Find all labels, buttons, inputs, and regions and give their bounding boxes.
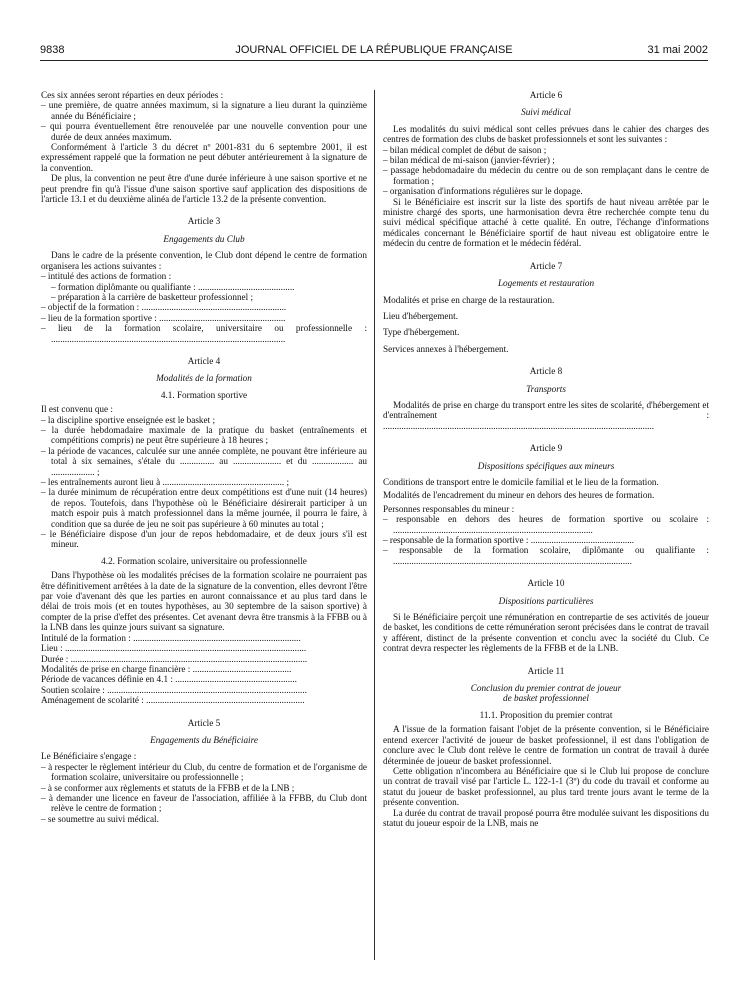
article-7-title: Article 7 — [529, 260, 563, 271]
section-heading: 4.1. Formation sportive — [160, 389, 248, 400]
list-item: – à respecter le règlement intérieur du Club, du centre de formation et de l'organisme de formation scolaire, universitaire ou professionnelle ; — [41, 761, 367, 783]
paragraph: Personnes responsables du mineur : — [383, 503, 515, 514]
list-item: – formation diplômante ou qualifiante : .......................................... — [51, 281, 295, 292]
form-line: Intitulé de la formation : ......................................................................... — [41, 632, 301, 643]
list-item: – la période de vacances, calculée sur une année complète, ne pouvant être inférieure au total à six semaines, s'étale du ............... au ..................... et du .................. au ................... ; — [41, 445, 367, 477]
list-item: – la durée minimum de récupération entre deux compétitions est d'une nuit (14 heures) de repos. Toutefois, dans l'hypothèse où le Bénéficiaire désirerait participer à un match espoir puis à match professionnel dans la même journée, il pourra le faire, à condition que sa durée de jeu ne soit pas supérieure à 60 minutes au total ; — [41, 487, 367, 529]
right-column — [383, 90, 709, 828]
list-item: – lieu de la formation sportive : ....................................................... — [41, 312, 286, 323]
form-line: Lieu : ......................................................................................................... — [41, 643, 307, 654]
list-item: – à demander une licence en faveur de l'association, affiliée à la FFBB, du Club dont relève le centre de formation ; — [41, 792, 367, 814]
paragraph: Si le Bénéficiaire perçoit une rémunération en contrepartie de ses activités de joueur de basket, les conditions de cette rémunération seront précisées dans le contrat de travail y afférent, distinct de la présente convention et conclu avec la société du Club. Ce contrat devra respecter les règlements de la FFBB et de la LNB. — [383, 612, 709, 654]
article-9-subtitle: Dispositions spécifiques aux mineurs — [477, 460, 615, 471]
paragraph: Type d'hébergement. — [383, 327, 460, 338]
article-4-subtitle: Modalités de la formation — [156, 373, 252, 384]
paragraph: Si le Bénéficiaire est inscrit sur la liste des sportifs de haut niveau arrêtée par le ministre chargé des sports, une harmonisation devra être recherchée compte tenu du suivi médical spécifique attaché à cette qualité. En outre, l'échange d'informations médicales concernant le Bénéficiaire sportif de haut niveau est obligatoire entre le médecin du centre de formation et le médecin fédéral. — [383, 196, 709, 249]
intro-line: Ces six années seront réparties en deux périodes : — [41, 90, 224, 100]
paragraph: La durée du contrat de travail proposé pourra être modulée suivant les dispositions du statut du joueur espoir de la LNB, mais ne — [383, 807, 709, 828]
left-column — [41, 90, 367, 824]
list-item: – responsable de la formation sportive : ............................................. — [383, 535, 635, 545]
journal-title: JOURNAL OFFICIEL DE LA RÉPUBLIQUE FRANÇAISE — [235, 44, 513, 56]
article-6-title: Article 6 — [529, 90, 563, 100]
paragraph: Modalités et prise en charge de la restauration. — [383, 294, 555, 305]
article-5-title: Article 5 — [187, 717, 221, 728]
form-line: Soutien scolaire : ....................................................................................... — [41, 684, 307, 695]
article-4-title: Article 4 — [187, 355, 221, 366]
paragraph: Dans le cadre de la présente convention, le Club dont dépend le centre de formation organisera les actions suivantes : — [41, 250, 367, 271]
article-3-subtitle: Engagements du Club — [163, 233, 245, 244]
column-divider — [374, 90, 375, 960]
paragraph: Il est convenu que : — [41, 404, 113, 415]
article-7-subtitle: Logements et restauration — [497, 278, 595, 289]
paragraph: Le Bénéficiaire s'engage : — [41, 751, 137, 762]
list-item: – passage hebdomadaire du médecin du centre ou de son remplaçant dans le centre de formation ; — [383, 165, 709, 186]
list-item: – responsable de la formation scolaire, diplômante ou qualifiante : ........................................................................................................ — [383, 545, 709, 566]
section-heading: 11.1. Proposition du premier contrat — [479, 709, 613, 720]
page-header — [40, 44, 708, 58]
intro-paragraph: De plus, la convention ne peut être d'une durée inférieure à une saison sportive et ne peut prendre fin qu'à l'issue d'une saison sportive sauf application des dispositions de l'article 13.1 et du deuxième alinéa de l'article 13.2 de la présente convention. — [41, 173, 367, 205]
list-item: – responsable en dehors des heures de formation sportive ou scolaire : ....................................................................................... — [383, 514, 709, 535]
paragraph: Les modalités du suivi médical sont celles prévues dans le cahier des charges des centres de formation des clubs de basket professionnels et sont les suivantes : — [383, 123, 709, 145]
paragraph: Dans l'hypothèse où les modalités précises de la formation scolaire ne pourraient pas être définitivement arrêtées à la date de la signature de la convention, elles devront l'être par voie d'avenant dès que les parties en auront connaissance et au plus tard dans le délai de trois mois (et en toutes hypothèses, au 30 septembre de la saison sportive) à compter de la prise d'effet des présentes. Cet avenant devra être transmis à la FFBB ou à la LNB dans les quinze jours suivant sa signature. — [41, 570, 367, 633]
article-3-title: Article 3 — [187, 216, 221, 227]
list-item: – intitulé des actions de formation : — [41, 271, 172, 282]
list-item: – se soumettre au suivi médical. — [41, 813, 159, 824]
paragraph: Cette obligation n'incombera au Bénéficiaire que si le Club lui propose de conclure un contrat de travail visé par l'article L. 122-1-1 (3º) du code du travail et conforme au statut du joueur de basket professionnel, au plus tard trente jours avant le terme de la présente convention. — [383, 765, 709, 808]
list-item: – la discipline sportive enseignée est le basket ; — [41, 414, 216, 425]
article-8-title: Article 8 — [529, 366, 563, 377]
paragraph: A l'issue de la formation faisant l'objet de la présente convention, si le Bénéficiaire entend exercer l'activité de joueur de basket professionnel, il est dans l'obligation de conclure avec le Club dont relève le centre de formation un contrat de travail à durée déterminée de joueur de basket professionnel. — [383, 724, 709, 766]
paragraph: Conditions de transport entre le domicile familial et le lieu de la formation. — [383, 476, 659, 487]
article-11-subtitle: Conclusion du premier contrat de joueur — [470, 683, 622, 694]
issue-date: 31 mai 2002 — [647, 44, 708, 56]
paragraph: Modalités de l'encadrement du mineur en dehors des heures de formation. — [383, 490, 655, 501]
form-line: Période de vacances définie en 4.1 : ..................................................... — [41, 674, 297, 685]
article-10-title: Article 10 — [527, 578, 565, 589]
list-item: – préparation à la carrière de basketteur professionnel ; — [51, 291, 254, 302]
list-item: – les entraînements auront lieu à ..................................................... ; — [41, 477, 290, 487]
paragraph: Services annexes à l'hébergement. — [383, 343, 509, 354]
list-item: – à se conformer aux règlements et statuts de la FFBB et de la LNB ; — [41, 782, 295, 793]
article-6-subtitle: Suivi médical — [521, 107, 571, 118]
header-rule — [40, 60, 708, 61]
paragraph: Lieu d'hébergement. — [383, 310, 458, 321]
intro-item: – une première, de quatre années maximum, si la signature a lieu durant la quinzième année du Bénéficiaire ; — [41, 100, 367, 121]
paragraph: Modalités de prise en charge du transport entre les sites de scolarité, d'hébergement et d'entraînement : ...................................................................................................................... — [383, 399, 709, 431]
section-heading: 4.2. Formation scolaire, universitaire ou professionnelle — [101, 555, 307, 566]
list-item: – objectif de la formation : ............................................................... — [41, 302, 287, 313]
article-11-title: Article 11 — [527, 665, 565, 676]
intro-paragraph: Conformément à l'article 3 du décret nº 2001-831 du 6 septembre 2001, il est expressément rappelé que la formation ne peut débuter antérieurement à la signature de la convention. — [41, 142, 367, 173]
intro-item: – qui pourra éventuellement être renouvelée par une nouvelle convention pour une durée de deux années maximum. — [41, 121, 367, 142]
article-5-subtitle: Engagements du Bénéficiaire — [150, 734, 258, 745]
form-line: Aménagement de scolarité : ..................................................................... — [41, 695, 305, 706]
article-8-subtitle: Transports — [526, 383, 566, 394]
list-item: – organisation d'informations régulières sur le dopage. — [383, 186, 583, 197]
list-item: – le Bénéficiaire dispose d'un jour de repos hebdomadaire, et de deux jours s'il est mineur. — [41, 529, 367, 550]
page-number: 9838 — [40, 44, 65, 56]
list-item: – la durée hebdomadaire maximale de la pratique du basket (entraînements et compétitions compris) ne peut être supérieure à 18 heures ; — [41, 424, 367, 446]
list-item: – lieu de la formation scolaire, universitaire ou professionnelle : ...................................................................................................... — [41, 323, 367, 344]
article-10-subtitle: Dispositions particulières — [498, 595, 594, 606]
form-line: Modalités de prise en charge financière : ........................................... — [41, 663, 292, 674]
list-item: – bilan médical de mi-saison (janvier-février) ; — [383, 155, 555, 166]
article-9-title: Article 9 — [529, 443, 563, 454]
list-item: – bilan médical complet de début de saison ; — [383, 144, 547, 155]
form-line: Durée : ....................................................................................................... — [41, 653, 308, 664]
article-11-subtitle-cont: de basket professionnel — [503, 693, 589, 704]
